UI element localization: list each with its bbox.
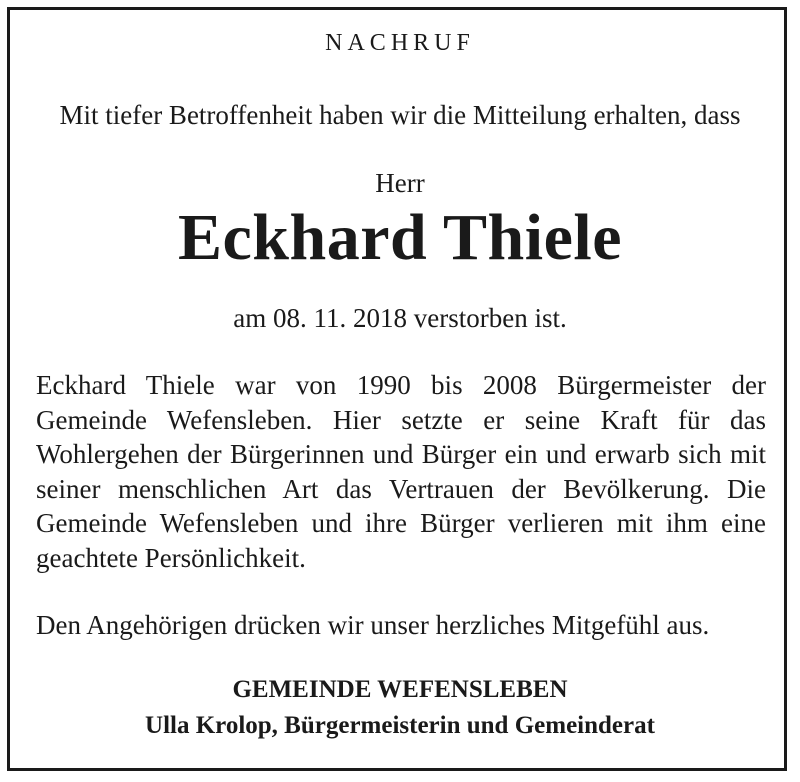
- notice-title: NACHRUF: [325, 30, 475, 56]
- date-of-death: am 08. 11. 2018 verstorben ist.: [233, 303, 567, 333]
- signature-person: Ulla Krolop, Bürgermeisterin und Gemeinderat: [145, 712, 655, 739]
- deceased-name: Eckhard Thiele: [177, 201, 623, 274]
- signature-organization: GEMEINDE WEFENSLEBEN: [232, 676, 568, 703]
- intro-text: Mit tiefer Betroffenheit haben wir die Mitteilung erhalten, dass: [59, 100, 741, 130]
- condolence-text: Den Angehörigen drücken wir unser herzliches Mitgefühl aus.: [36, 610, 710, 640]
- tribute-paragraph: Eckhard Thiele war von 1990 bis 2008 Bürgermeister der Gemeinde Wefensleben. Hier setzte er seine Kraft für das Wohlergehen der Bürgerinnen und Bürger ein und erwarb sich mit seiner menschlichen Art das Vertrauen der Bevölkerung. Die Gemeinde Wefensleben und ihre Bürger verlieren mit ihm eine geachtete Persönlichkeit.: [36, 370, 766, 573]
- salutation: Herr: [375, 168, 425, 198]
